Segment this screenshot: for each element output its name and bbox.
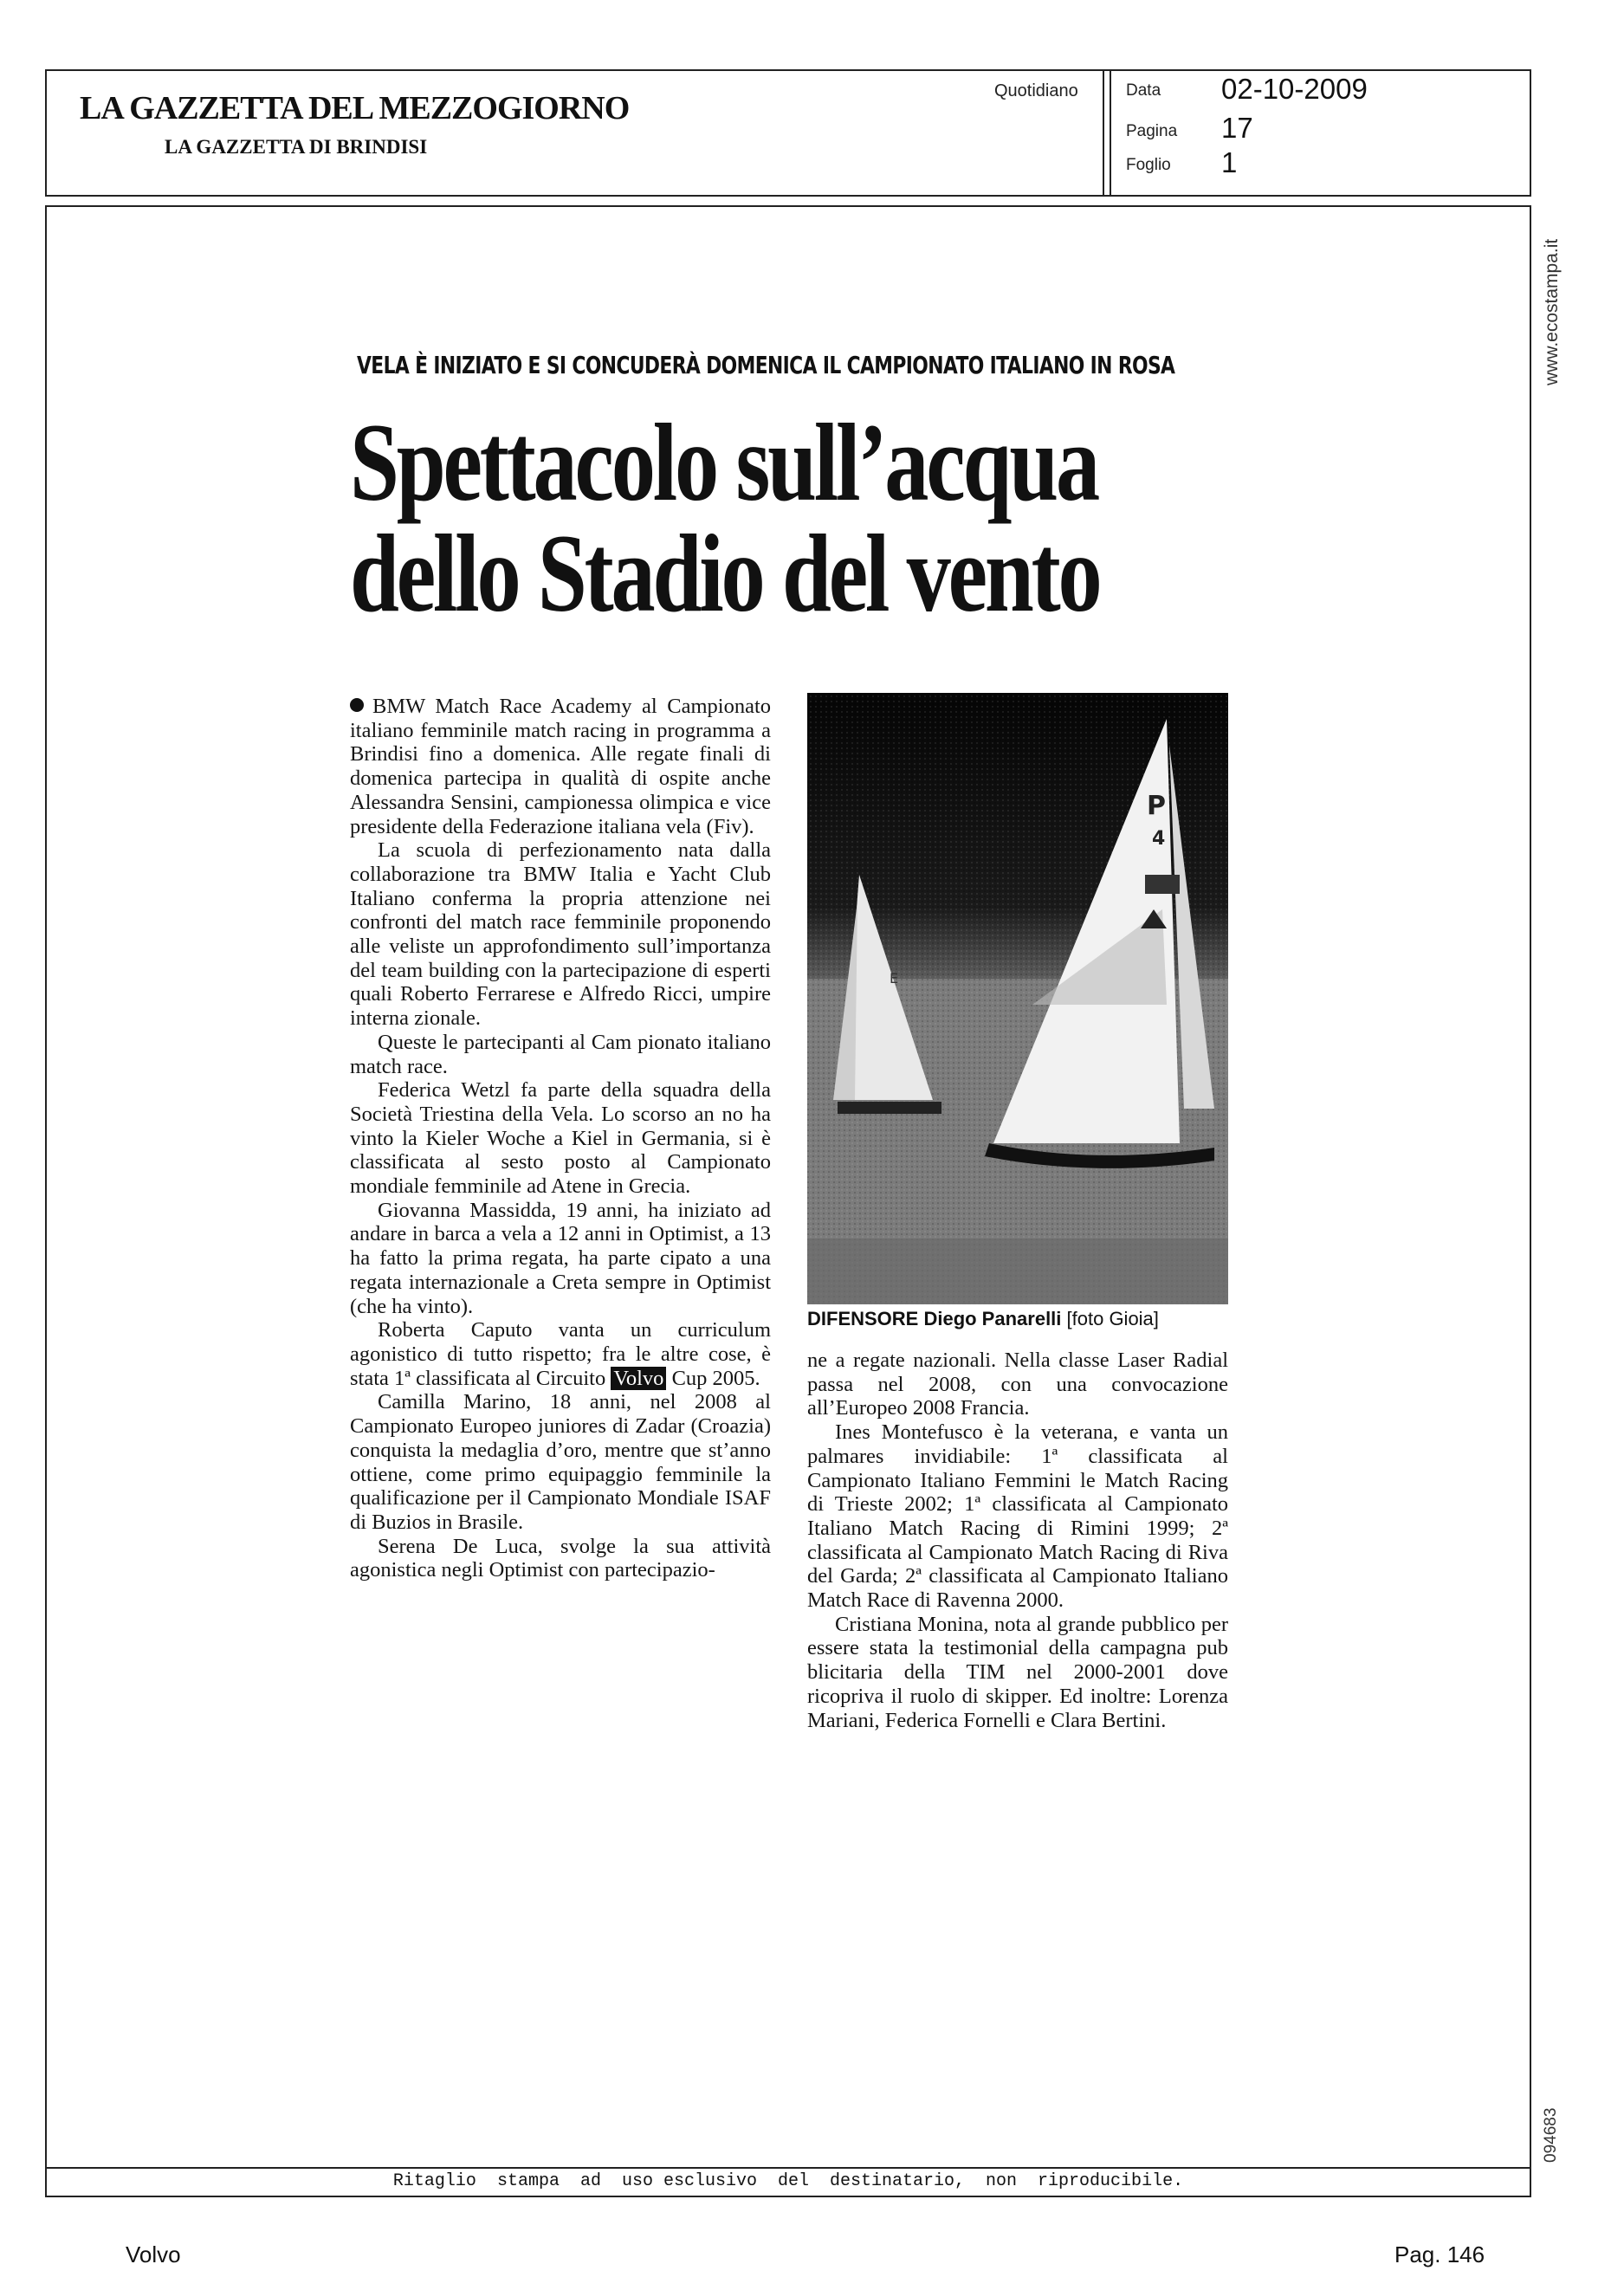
article-column-left bbox=[350, 695, 771, 1582]
date-label: Data bbox=[1126, 81, 1161, 100]
paragraph: Cristiana Monina, nota al grande pubblico per essere stata la testimonial della campagna pub blicitaria della TIM nel 2000-2001 dove ricopriva il ruolo di skipper. Ed inoltre: Lorenza Mariani, Federica Fornelli e Clara Bertini. bbox=[807, 1612, 1228, 1732]
clipping-disclaimer: Ritaglio stampa ad uso esclusivo del destinatario, non riproducibile. bbox=[392, 2171, 1184, 2191]
sail-mark: P bbox=[1147, 791, 1166, 821]
sail-mark: 4 bbox=[1152, 828, 1166, 850]
headline-line-2: dello Stadio del vento bbox=[350, 512, 1100, 635]
date-value: 02-10-2009 bbox=[1221, 73, 1368, 105]
client-name: Volvo bbox=[126, 2241, 181, 2267]
publication-kind: Quotidiano bbox=[994, 81, 1078, 100]
masthead: LA GAZZETTA DEL MEZZOGIORNO bbox=[80, 90, 630, 126]
paragraph: Federica Wetzl fa parte della squadra della Società Triestina della Vela. Lo scorso an no ha vinto la Kieler Woche a Kiel in Germania, si è classificata al sesto posto al Campionato mondiale femminile ad Atene in Grecia. bbox=[350, 1078, 771, 1199]
header-divider bbox=[1110, 69, 1111, 197]
article-headline bbox=[350, 401, 1100, 635]
regatta-photo bbox=[807, 693, 1228, 1304]
photo-caption: DIFENSORE Diego Panarelli [foto Gioia] bbox=[807, 1308, 1159, 1329]
article-column-right bbox=[807, 1349, 1228, 1732]
paragraph: ne a regate nazionali. Nella classe Laser Radial passa nel 2008, con una convocazione all’Europeo 2008 Francia. bbox=[807, 1349, 1228, 1420]
site-url[interactable]: www.ecostampa.it bbox=[1542, 238, 1562, 385]
paragraph: Serena De Luca, svolge la sua attività agonistica negli Optimist con partecipazio- bbox=[350, 1534, 771, 1582]
paragraph: Roberta Caputo vanta un curriculum agonistico di tutto rispetto; fra le altre cose, è stata 1ª classificata al Circuito Volvo Cup 2005. bbox=[350, 1318, 771, 1390]
sheet-value: 1 bbox=[1221, 146, 1238, 178]
page-label: Pagina bbox=[1126, 122, 1178, 140]
clip-id: 094683 bbox=[1542, 2107, 1560, 2163]
paragraph: La scuola di perfezionamento nata dalla collaborazione tra BMW Italia e Yacht Club Italiano conferma la propria attenzione nei confronti del match race femminile proponendo alle veliste un approfondimento sull’importanza del team building con la partecipazione di esperti quali Roberto Ferrarese e Alfredo Ricci, umpire interna zionale. bbox=[350, 838, 771, 1031]
bullet-icon bbox=[350, 698, 364, 712]
footer-divider bbox=[45, 2167, 1531, 2169]
sail-mark: E bbox=[890, 970, 899, 986]
headline-line-1: Spettacolo sull’acqua bbox=[350, 401, 1097, 524]
paragraph: Queste le partecipanti al Cam pionato italiano match race. bbox=[350, 1030, 771, 1078]
page-number: Pag. 146 bbox=[1394, 2241, 1485, 2267]
highlighted-brand: Volvo bbox=[611, 1367, 666, 1390]
article-kicker: VELA È INIZIATO E SI CONCUDERÀ DOMENICA IL CAMPIONATO ITALIANO IN ROSA bbox=[357, 351, 1175, 379]
paragraph: Camilla Marino, 18 anni, nel 2008 al Campionato Europeo juniores di Zadar (Croazia) conquista la medaglia d’oro, mentre que st’anno ottiene, come primo equipaggio femminile la qualificazione per il Campionato Mondiale ISAF di Buzios in Brasile. bbox=[350, 1390, 771, 1534]
edition-name: LA GAZZETTA DI BRINDISI bbox=[165, 136, 428, 158]
paragraph: Ines Montefusco è la veterana, e vanta un palmares invidiabile: 1ª classificata al Campionato Italiano Femmini le Match Racing di Trieste 2002; 1ª classificata al Campionato Italiano Match Racing di Rimini 1999; 2ª classificata al Campionato Match Racing di Riva del Garda; 2ª classificata al Campionato Italiano Match Race di Ravenna 2000. bbox=[807, 1420, 1228, 1613]
header-divider bbox=[1103, 69, 1104, 197]
sheet-label: Foglio bbox=[1126, 156, 1171, 174]
page-value: 17 bbox=[1221, 112, 1253, 144]
paragraph: Giovanna Massidda, 19 anni, ha iniziato ad andare in barca a vela a 12 anni in Optimist, a 13 ha fatto la prima regata, ha parte cipato a una regata internazionale a Creta sempre in Optimist (che ha vinto). bbox=[350, 1198, 771, 1318]
paragraph: BMW Match Race Academy al Campionato italiano femminile match racing in programma a Brindisi fino a domenica. Alle regate finali di domenica partecipa in qualità di ospite anche Alessandra Sensini, campionessa olimpica e vice presidente della Federazione italiana vela (Fiv). bbox=[350, 695, 771, 838]
